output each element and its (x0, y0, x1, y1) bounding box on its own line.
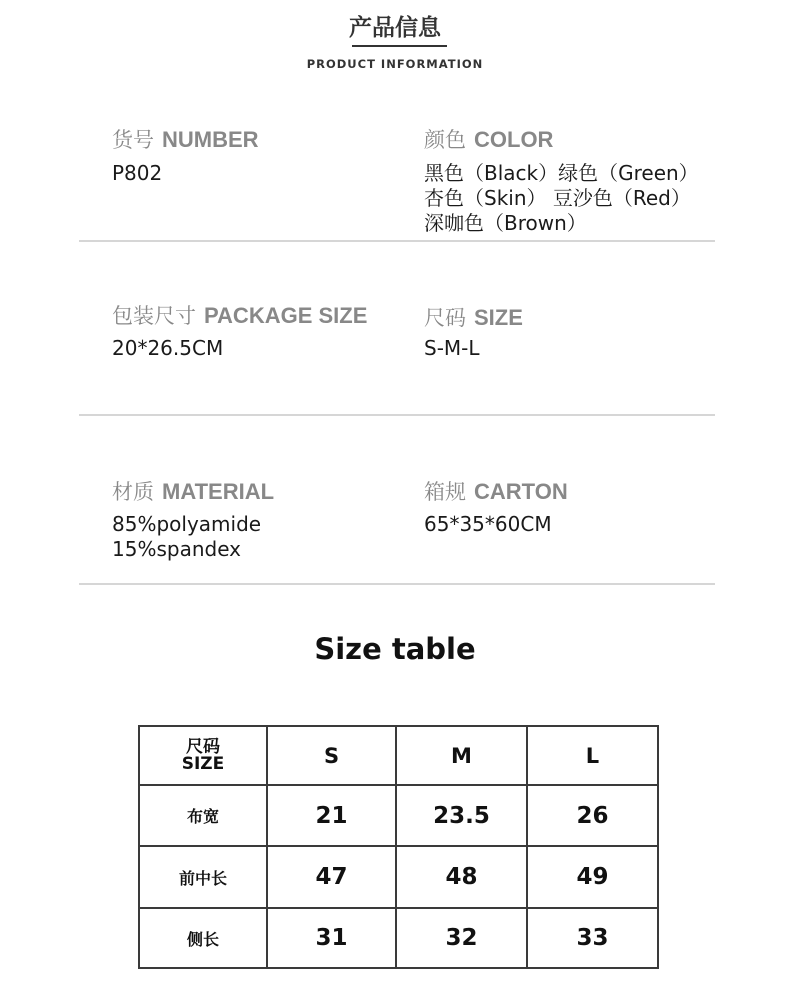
package-size-value: 20*26.5CM (112, 336, 224, 360)
carton-label-en: CARTON (474, 479, 568, 504)
size-table (138, 725, 659, 969)
page-subtitle: PRODUCT INFORMATION (306, 57, 484, 71)
size-table-title: Size table (314, 632, 476, 666)
table-cell: 26 (527, 785, 658, 846)
table-row (139, 846, 658, 908)
column-header-m: M (396, 726, 527, 785)
package-size-label-en: PACKAGE SIZE (204, 303, 368, 328)
table-row (139, 785, 658, 846)
number-value: P802 (112, 161, 163, 185)
size-value: S-M-L (424, 336, 480, 360)
table-corner-cell (139, 726, 267, 785)
table-cell: 31 (267, 908, 396, 968)
corner-label-cn: 尺码 (186, 736, 220, 757)
color-line: 深咖色（Brown） (424, 211, 587, 235)
package-size-label (112, 300, 367, 330)
carton-label (424, 476, 568, 506)
table-header-row (139, 726, 658, 785)
section-divider (79, 240, 715, 242)
size-label-en: SIZE (474, 305, 523, 330)
package-size-label-cn: 包装尺寸 (112, 304, 196, 328)
number-label (112, 124, 259, 154)
corner-label-en: SIZE (181, 753, 225, 774)
page-title: 产品信息 (349, 15, 441, 41)
section-divider (79, 414, 715, 416)
table-cell: 23.5 (396, 785, 527, 846)
material-label-en: MATERIAL (162, 479, 275, 504)
carton-value: 65*35*60CM (424, 512, 552, 536)
table-cell: 49 (527, 846, 658, 908)
title-underline (352, 45, 447, 47)
row-label: 前中长 (139, 846, 267, 908)
color-line: 黑色（Black）绿色（Green） (424, 161, 699, 185)
color-line: 杏色（Skin） 豆沙色（Red） (424, 186, 691, 210)
column-header-s: S (267, 726, 396, 785)
table-cell: 33 (527, 908, 658, 968)
color-label (424, 124, 553, 154)
number-label-en: NUMBER (162, 127, 259, 152)
color-label-cn: 颜色 (424, 128, 466, 152)
column-header-l: L (527, 726, 658, 785)
section-divider (79, 583, 715, 585)
table-cell: 47 (267, 846, 396, 908)
material-line: 15%spandex (112, 537, 241, 561)
color-label-en: COLOR (474, 127, 554, 152)
size-label-cn: 尺码 (424, 306, 466, 330)
table-cell: 32 (396, 908, 527, 968)
color-values (424, 161, 699, 236)
table-cell: 48 (396, 846, 527, 908)
table-cell: 21 (267, 785, 396, 846)
material-line: 85%polyamide (112, 512, 262, 536)
material-label (112, 476, 274, 506)
material-values (112, 512, 261, 562)
material-label-cn: 材质 (112, 480, 154, 504)
table-row (139, 908, 658, 968)
number-label-cn: 货号 (112, 128, 154, 152)
carton-label-cn: 箱规 (424, 480, 466, 504)
size-label (424, 302, 523, 332)
row-label: 侧长 (139, 908, 267, 968)
row-label: 布宽 (139, 785, 267, 846)
